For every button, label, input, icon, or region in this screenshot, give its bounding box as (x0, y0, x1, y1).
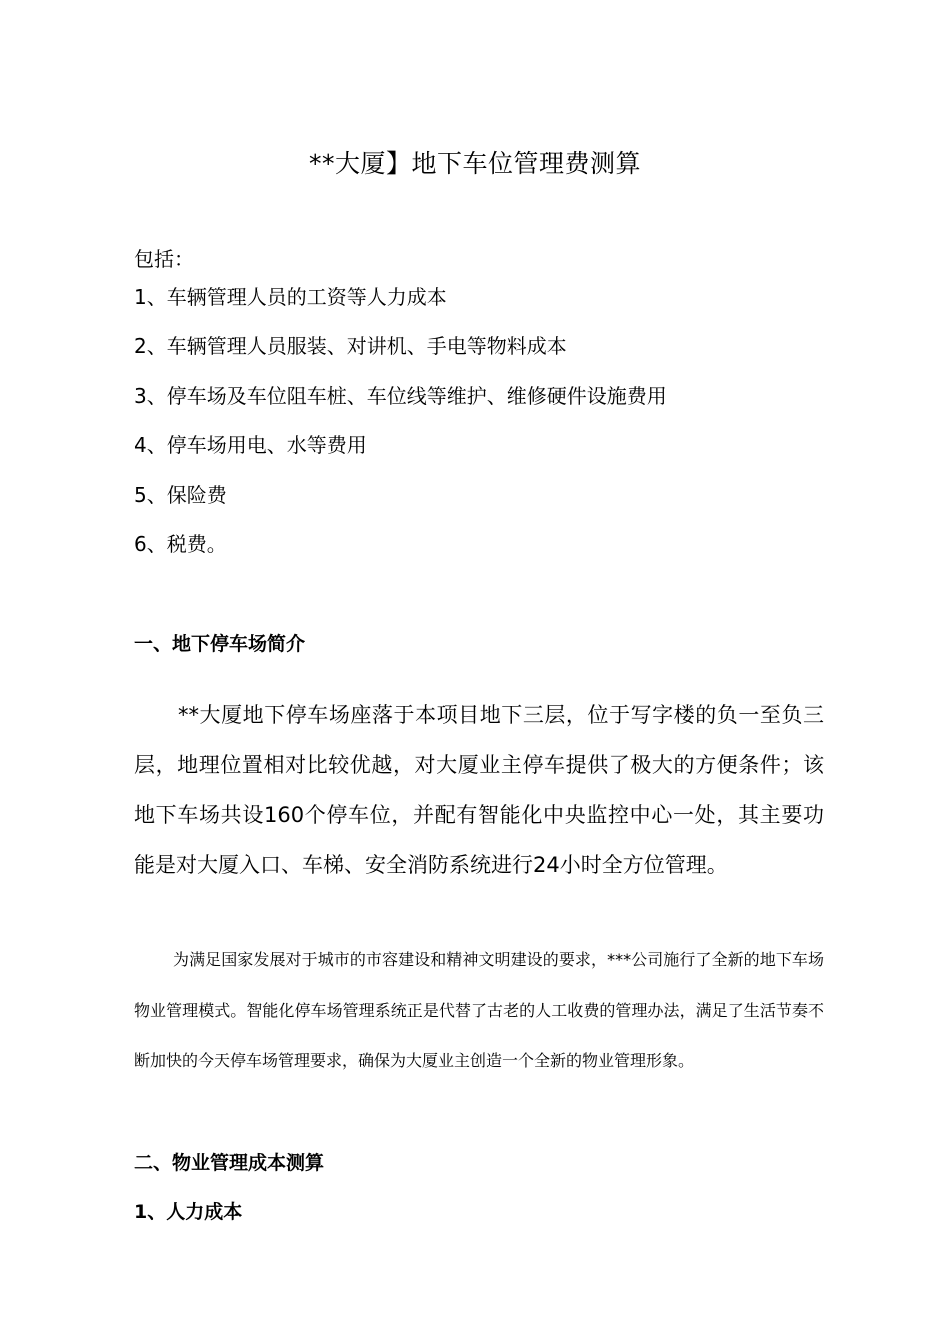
list-item: 6、税费。 (134, 531, 227, 556)
list-item: 5、保险费 (134, 482, 227, 507)
list-item: 3、停车场及车位阻车桩、车位线等维护、维修硬件设施费用 (134, 383, 667, 408)
document-title: **大厦】地下车位管理费测算 (308, 149, 641, 178)
section-heading-cost-estimate: 二、物业管理成本测算 (134, 1152, 325, 1174)
section-heading-parking-intro: 一、地下停车场简介 (134, 633, 306, 655)
list-item: 1、车辆管理人员的工资等人力成本 (134, 285, 447, 309)
list-item: 4、停车场用电、水等费用 (134, 433, 367, 458)
parking-intro-paragraph: **大厦地下停车场座落于本项目地下三层，位于写字楼的负一至负三层，地理位置相对比较优越，对大厦业主停车提供了极大的方便条件；该地下车场共设160个停车位，并配有智能化中央监控中心一处，其主要功能是对大厦入口、车梯、安全消防系统进行24小时全方位管理。 (134, 703, 824, 877)
management-mode-paragraph: 为满足国家发展对于城市的市容建设和精神文明建设的要求，***公司施行了全新的地下车场物业管理模式。智能化停车场管理系统正是代替了古老的人工收费的管理办法，满足了生活节奏不断加快的今天停车场管理要求，确保为大厦业主创造一个全新的物业管理形象。 (134, 950, 824, 1070)
intro-label: 包括： (134, 247, 194, 271)
cost-items-list (134, 282, 667, 578)
subheading-labor-cost: 1、人力成本 (134, 1201, 243, 1223)
list-item: 2、车辆管理人员服装、对讲机、手电等物料成本 (134, 334, 567, 359)
